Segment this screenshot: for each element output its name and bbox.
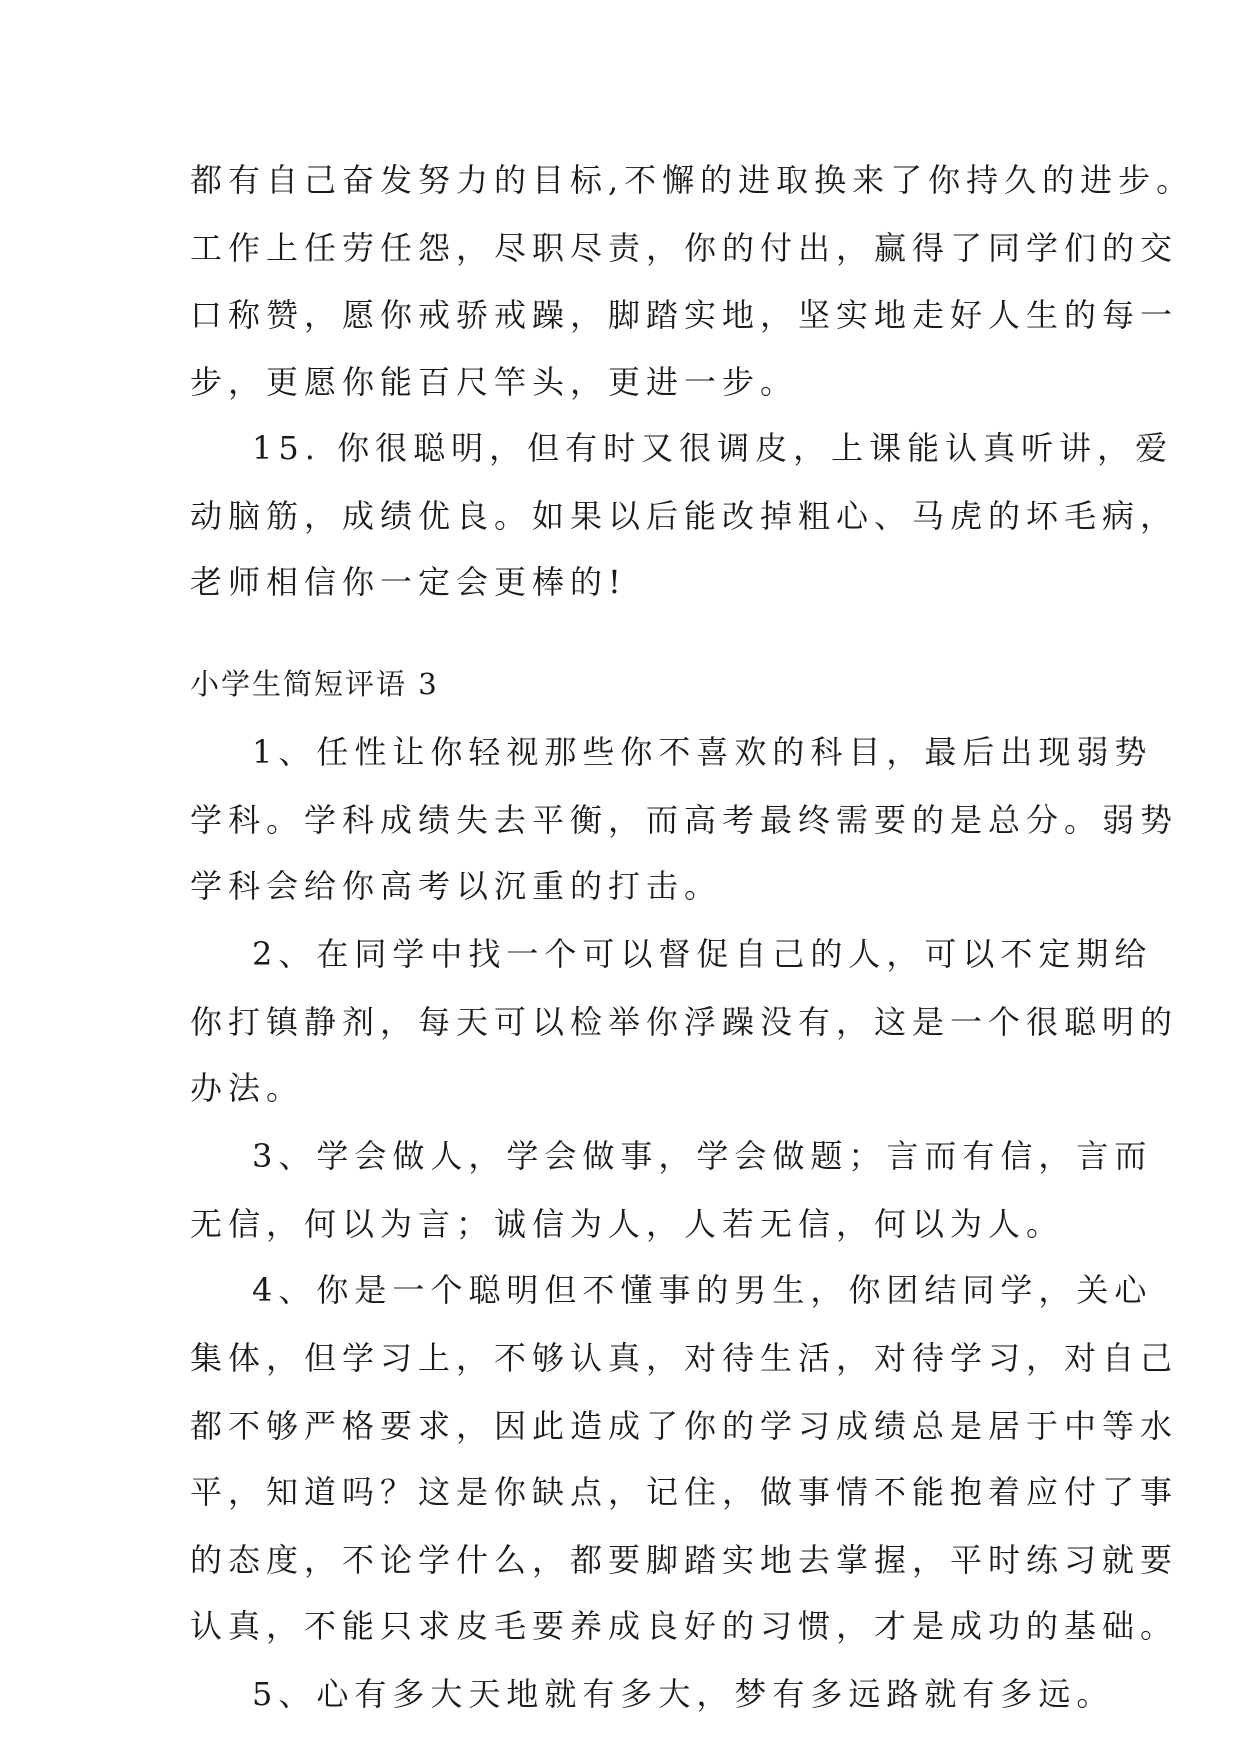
- paragraph-line: 步，更愿你能百尺竿头，更进一步。: [190, 363, 799, 401]
- paragraph-line: 学科会给你高考以沉重的打击。: [190, 867, 723, 905]
- paragraph-line: 动脑筋，成绩优良。如果以后能改掉粗心、马虎的坏毛病，: [190, 497, 1179, 535]
- paragraph-line: 15. 你很聪明，但有时又很调皮，上课能认真听讲，爱: [252, 429, 1174, 467]
- paragraph-line: 1、任性让你轻视那些你不喜欢的科目，最后出现弱势: [252, 733, 1153, 771]
- paragraph-line: 2、在同学中找一个可以督促自己的人，可以不定期给: [252, 935, 1153, 973]
- paragraph-line: 口称赞，愿你戒骄戒躁，脚踏实地，坚实地走好人生的每一: [190, 296, 1179, 334]
- paragraph-line: 4、你是一个聪明但不懂事的男生，你团结同学，关心: [252, 1271, 1153, 1309]
- paragraph-line: 都不够严格要求，因此造成了你的学习成绩总是居于中等水: [190, 1407, 1179, 1445]
- paragraph-line: 平，知道吗？这是你缺点，记住，做事情不能抱着应付了事: [190, 1473, 1179, 1511]
- paragraph-line: 办法。: [190, 1069, 305, 1107]
- paragraph-line: 认真，不能只求皮毛要养成良好的习惯，才是成功的基础。: [190, 1607, 1179, 1645]
- paragraph-line: 无信，何以为言；诚信为人，人若无信，何以为人。: [190, 1205, 1065, 1243]
- paragraph-line: 的态度，不论学什么，都要脚踏实地去掌握，平时练习就要: [190, 1541, 1179, 1579]
- paragraph-line: 工作上任劳任怨，尽职尽责，你的付出，赢得了同学们的交: [190, 229, 1179, 267]
- paragraph-line: 你打镇静剂，每天可以检举你浮躁没有，这是一个很聪明的: [190, 1003, 1179, 1041]
- paragraph-line: 学科。学科成绩失去平衡，而高考最终需要的是总分。弱势: [190, 801, 1179, 839]
- paragraph-line: 5、心有多大天地就有多大，梦有多远路就有多远。: [252, 1675, 1115, 1713]
- paragraph-line: 3、学会做人，学会做事，学会做题；言而有信，言而: [252, 1137, 1153, 1175]
- paragraph-line: 老师相信你一定会更棒的!: [190, 563, 627, 601]
- paragraph-line: 集体，但学习上，不够认真，对待生活，对待学习，对自己: [190, 1339, 1179, 1377]
- section-title: 小学生简短评语 3: [190, 667, 439, 701]
- paragraph-line: 都有自己奋发努力的目标,不懈的进取换来了你持久的进步。: [190, 161, 1195, 199]
